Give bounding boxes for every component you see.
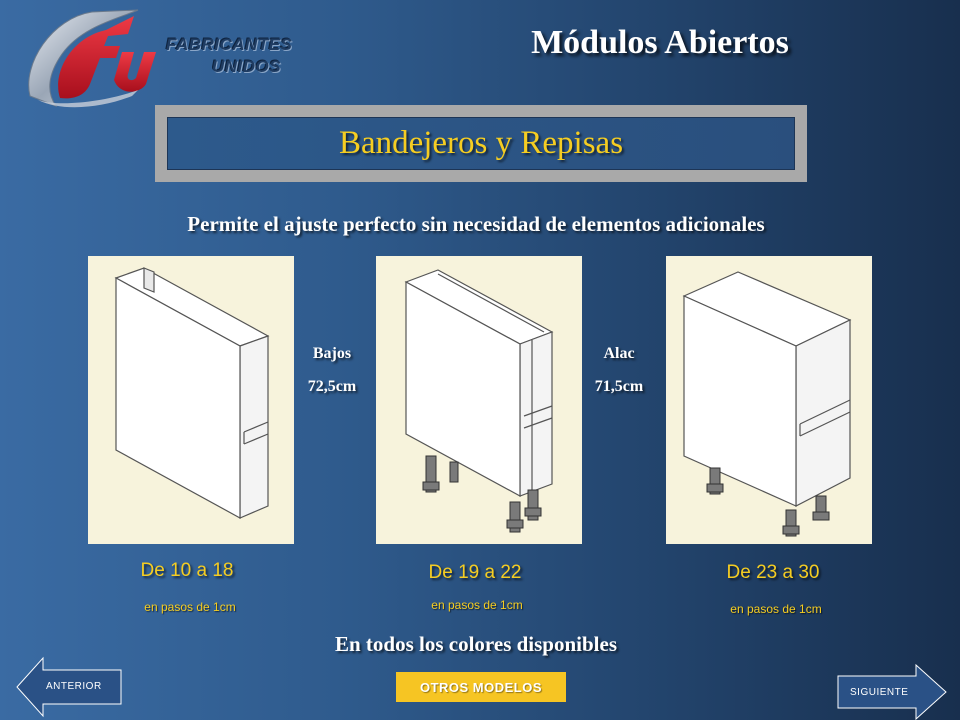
module-range-2: De 19 a 22 — [428, 562, 522, 583]
brand-name-line1: FABRICANTES — [166, 35, 293, 54]
alac-height: 71,5cm — [594, 378, 644, 395]
alac-label: Alac — [603, 345, 635, 362]
brand-name-line2: UNIDOS — [212, 57, 282, 76]
tagline: Permite el ajuste perfecto sin necesidad de elementos adicionales — [187, 212, 765, 236]
cabinet-with-legs-drawing — [376, 256, 582, 544]
previous-button[interactable] — [15, 656, 123, 718]
wide-cabinet-illustration — [666, 256, 872, 544]
subtitle-banner — [155, 105, 807, 182]
module-note-1: en pasos de 1cm — [144, 600, 236, 614]
other-models-button[interactable]: OTROS MODELOS — [396, 672, 566, 702]
module-range-1: De 10 a 18 — [140, 560, 234, 581]
subtitle-banner-inner — [167, 117, 795, 170]
bajos-label: Bajos — [312, 345, 352, 362]
next-button-label: SIGUIENTE — [850, 687, 909, 698]
module-range-3: De 23 a 30 — [726, 562, 820, 583]
subtitle-text: Bandejeros y Repisas — [338, 125, 624, 161]
module-note-3: en pasos de 1cm — [730, 602, 822, 616]
module-note-2: en pasos de 1cm — [431, 598, 523, 612]
page-title: Módulos Abiertos — [531, 24, 789, 61]
brand-logo — [22, 4, 293, 116]
next-button[interactable] — [836, 664, 948, 720]
previous-button-label: ANTERIOR — [46, 681, 102, 692]
narrow-cabinet-illustration — [88, 256, 294, 544]
wide-cabinet-drawing — [666, 256, 872, 544]
cabinet-with-legs-illustration — [376, 256, 582, 544]
colors-note: En todos los colores disponibles — [334, 632, 617, 656]
bajos-height: 72,5cm — [307, 378, 357, 395]
narrow-cabinet-drawing — [88, 256, 294, 544]
